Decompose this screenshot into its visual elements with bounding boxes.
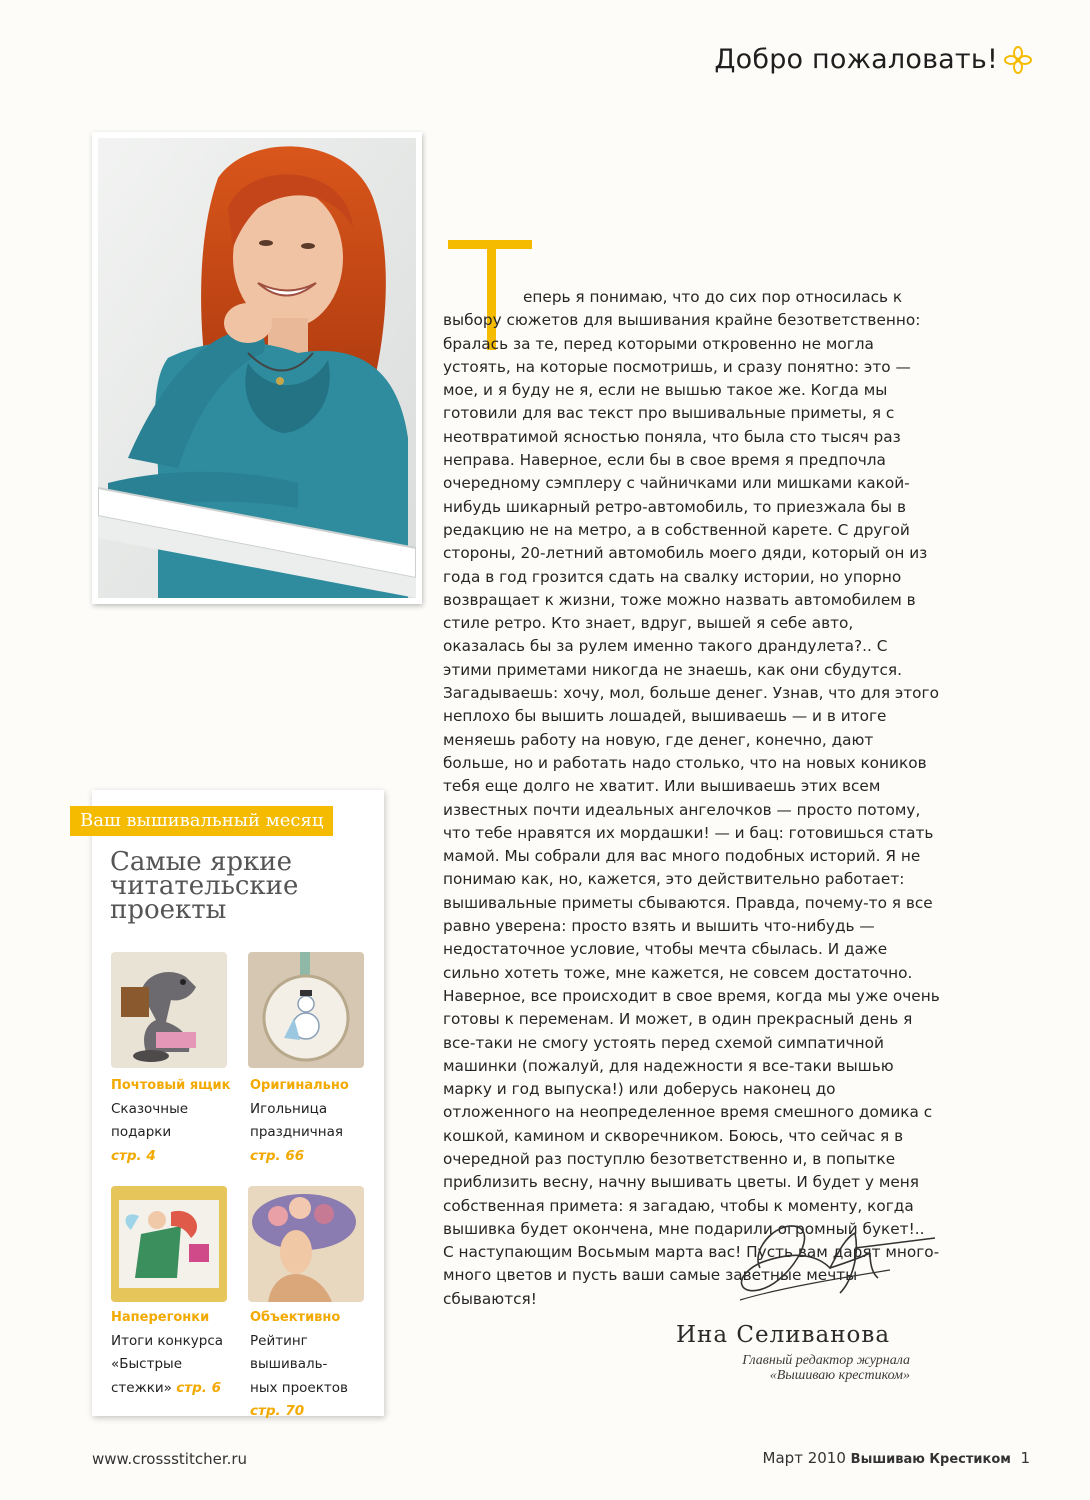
- project-thumbnail[interactable]: [248, 1186, 364, 1302]
- page-link[interactable]: стр. 6: [176, 1379, 221, 1396]
- editor-signature: [720, 1208, 940, 1308]
- page-link[interactable]: стр. 66: [250, 1147, 305, 1164]
- editor-role: Главный редактор журнала «Вышиваю крестиком»: [742, 1353, 910, 1383]
- page-title: Добро пожаловать!: [714, 44, 998, 75]
- page-link[interactable]: стр. 4: [111, 1147, 156, 1164]
- project-thumbnail[interactable]: [111, 1186, 227, 1302]
- sidebar-heading: Самые яркие читательские проекты: [110, 847, 299, 925]
- project-card: Наперегонки Итоги конкурса «Быстрые стежки» стр. 6: [111, 1310, 224, 1396]
- project-card: Объективно Рейтинг вышиваль- ных проектов стр. 70: [250, 1306, 380, 1424]
- editor-photo: [98, 138, 416, 598]
- sidebar-tag: Ваш вышивальный месяц: [70, 806, 333, 836]
- editorial-text: [443, 286, 940, 1311]
- flower-icon: [1004, 46, 1032, 74]
- page-link[interactable]: стр. 70: [250, 1403, 305, 1419]
- project-thumbnail[interactable]: [111, 952, 227, 1068]
- project-thumbnail[interactable]: [248, 952, 364, 1068]
- editorial-paragraph: С наступающим Восьмым марта вас! Пусть вам дарят много-много цветов и пусть ваши самые заветные мечты сбываются!: [443, 1243, 940, 1308]
- project-card: Почтовый ящик Сказочные подарки стр. 4: [111, 1074, 241, 1168]
- project-card: Оригинально Игольница праздничная стр. 66: [250, 1074, 380, 1168]
- editor-photo-frame: [92, 132, 422, 604]
- footer-url[interactable]: www.crossstitcher.ru: [92, 1450, 248, 1468]
- footer-issue: Март 2010 Вышиваю Крестиком 1: [762, 1449, 1030, 1467]
- editorial-paragraph: еперь я понимаю, что до сих пор относилась к выбору сюжетов для вышивания крайне безответственно: бралась за те, перед которыми откровенно не могла устоять, на которые посмотришь, и сразу понятно: это — мое, и я буду не я, если не вышью такое же. Когда мы готовили для вас текст про вышивальные приметы, я с неотвратимой ясностью поняла, что была сто тысяч раз неправа. Наверное, если бы в свое время я предпочла очередному сэмплеру с чайничками или мишками какой-нибудь шикарный ретро-автомобиль, то приезжала бы в редакцию не на метро, а в собственной карете. С другой стороны, 20-летний автомобиль моего дяди, который он из года в год грозится сдать на свалку истории, но упорно возвращает к жизни, тоже можно назвать автомобилем в стиле ретро. Кто знает, вдруг, вышей я себе авто, оказалась бы за рулем именно такого драндулета?.. С этими приметами никогда не знаешь, как они сбудутся. Загадываешь: хочу, мол, больше денег. Узнав, что для этого неплохо бы вышить лошадей, вышиваешь — и в итоге меняешь работу на новую, где денег, конечно, дают больше, но и работать надо столько, что на новых коников тебя еще долго не хватит. Или вышиваешь этих всем известных почти идеальных ангелочков — просто потому, что тебе нравятся их мордашки! — и бац: готовишься стать мамой. Мы собрали для вас много подобных историй. Я не понимаю как, но, кажется, это действительно работает: вышивальные приметы сбываются. Правда, почему-то я все равно уверена: просто взять и вышить что-нибудь — недостаточное условие, чтобы мечта сбылась. И даже сильно хотеть тоже, мне кажется, не совсем достаточно. Наверное, все происходит в свое время, когда мы уже очень готовы к переменам. И может, в один прекрасный день я все-таки не смогу устоять перед схемой симпатичной машинки (пожалуй, для надежности я все-таки вышью марку и год выпуска!) или доберусь наконец до отложенного на неопределенное время смешного домика с кошкой, камином и скворечником. Боюсь, что сейчас я в очередной раз поступлю безответственно и, в попытке приблизить весну, начну вышивать цветы. И будет у меня собственная примета: я загадаю, чтобы к моменту, когда вышивка будет окончена, мне подарили огромный букет!..: [443, 288, 940, 1238]
- editor-name: Ина Селиванова: [676, 1322, 891, 1348]
- magazine-logo: Вышиваю Крестиком: [850, 1452, 1011, 1467]
- page-number: 1: [1020, 1449, 1030, 1467]
